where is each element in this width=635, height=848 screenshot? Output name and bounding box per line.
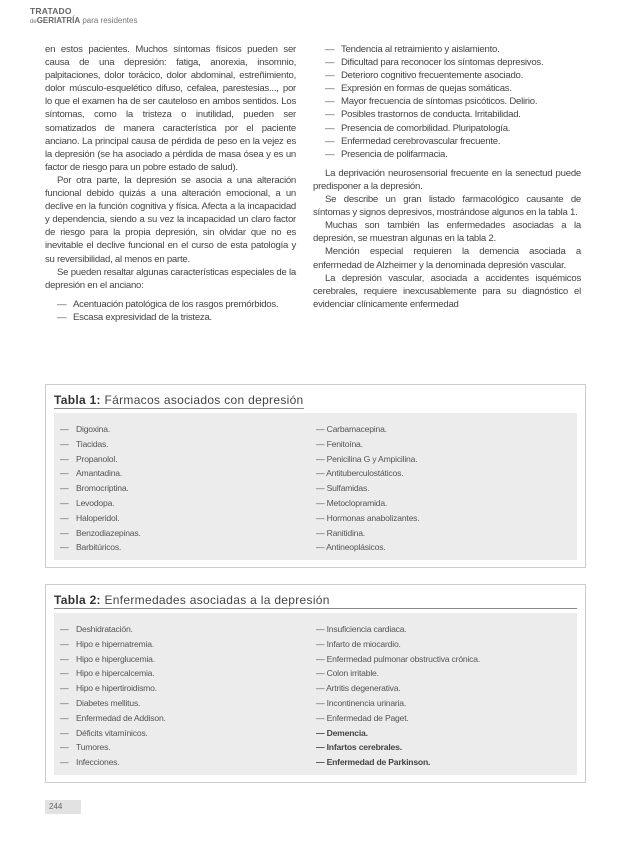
paragraph: Se describe un gran listado farmacológico causante de síntomas y signos depresivos, mostrándose algunos en la tabla 1. (313, 194, 581, 219)
table-item: — Antituberculostáticos. (316, 466, 419, 481)
table-item: — Barbitúricos. (54, 540, 316, 555)
table-item: — Infecciones. (54, 755, 316, 770)
paragraph: Por otra parte, la depresión se asocia a una alteración funcional debido quizás a una alteración emocional, a un declive en la función cognitiva y física. Afecta a la incapacidad y dependencia, siendo a su vez la incapacidad un claro factor de riesgo para la propia depresión, sin olvidar que no es inevitable el declive funcional en el curso de esta patología y su reversibilidad, al menos en parte. (45, 174, 296, 265)
table-label: Tabla 1: (54, 393, 101, 407)
table-item: — Deshidratación. (54, 622, 316, 637)
table-item: — Insuficiencia cardiaca. (316, 622, 480, 637)
table-item: — Antineoplásicos. (316, 540, 419, 555)
table-item: — Sulfamidas. (316, 481, 419, 496)
table-title (54, 593, 577, 609)
list-item: — Mayor frecuencia de síntomas psicóticos. Delirio. (313, 95, 581, 108)
table-item: — Benzodiazepinas. (54, 526, 316, 541)
paragraph: en estos pacientes. Muchos síntomas físicos pueden ser causa de una depresión: fatiga, anorexia, insomnio, palpitaciones, dolor torácico, dolor abdominal, estreñimiento, dolor músculo-esquelético difuso, cefalea, parestesias..., por lo que el examen ha de ser cauteloso en ambos sentidos. Los síntomas, como la tristeza o inutilidad, pueden ser somatizados de manera característica por el paciente anciano. La principal causa de pérdida de peso en la vejez es la depresión (se ha asociado a pérdida de masa ósea y es un factor de riesgo para un pobre estado de salud). (45, 44, 296, 173)
table-item: — Hipo e hipercalcemia. (54, 666, 316, 681)
header-subtitle-rest: para residentes (80, 16, 138, 25)
table-body (54, 413, 577, 560)
header-subtitle-de: de (30, 19, 37, 25)
header-subtitle (30, 16, 137, 27)
table-item: — Hipo e hipernatremia. (54, 637, 316, 652)
table-item: — Enfermedad de Paget. (316, 711, 480, 726)
table-item: — Propanolol. (54, 452, 316, 467)
header-subtitle-main: GERIATRÍA (36, 16, 81, 25)
page-number: 244 (45, 800, 81, 814)
table-item: — Penicilina G y Ampicilina. (316, 452, 419, 467)
characteristics-list-continued (313, 43, 581, 161)
table-column-left (54, 622, 316, 770)
table-item: — Déficits vitamínicos. (54, 726, 316, 741)
paragraph: Mención especial requieren la demencia asociada a enfermedad de Alzheimer y la denominada depresión vascular. (313, 246, 581, 271)
table-item: — Enfermedad pulmonar obstructiva crónica. (316, 652, 480, 667)
table-item: — Incontinencia urinaria. (316, 696, 480, 711)
table-item: — Tiacidas. (54, 437, 316, 452)
table-caption: Fármacos asociados con depresión (100, 393, 304, 407)
table-title (54, 393, 304, 409)
table-item: — Diabetes mellitus. (54, 696, 316, 711)
list-item: — Escasa expresividad de la tristeza. (45, 311, 296, 324)
table-item: — Ranitidina. (316, 526, 419, 541)
paragraph: La deprivación neurosensorial frecuente en la senectud puede predisponer a la depresión. (313, 167, 581, 192)
table-caption: Enfermedades asociadas a la depresión (100, 593, 330, 607)
table-item: — Amantadina. (54, 466, 316, 481)
table-item: — Enfermedad de Parkinson. (316, 755, 480, 770)
table-item: — Enfermedad de Addison. (54, 711, 316, 726)
table-1-drugs (45, 384, 586, 568)
table-column-left (54, 422, 316, 555)
paragraph: La depresión vascular, asociada a accidentes isquémicos cerebrales, requiere inexcusablemente para su diagnóstico el evidenciar clínicamente enfermedad (313, 272, 581, 310)
list-item: — Dificultad para reconocer los síntomas depresivos. (313, 56, 581, 69)
list-item: — Posibles trastornos de conducta. Irritabilidad. (313, 108, 581, 121)
table-item: — Colon irritable. (316, 666, 480, 681)
characteristics-list (45, 298, 296, 324)
table-item: — Infarto de miocardio. (316, 637, 480, 652)
list-item: — Tendencia al retraimiento y aislamiento. (313, 43, 581, 56)
table-column-right (316, 422, 419, 555)
paragraph: Se pueden resaltar algunas características especiales de la depresión en el anciano: (45, 266, 296, 291)
table-item: — Fenitoína. (316, 437, 419, 452)
table-item: — Metoclopramida. (316, 496, 419, 511)
list-item: — Acentuación patológica de los rasgos premórbidos. (45, 298, 296, 311)
right-column (313, 43, 581, 311)
table-label: Tabla 2: (54, 593, 101, 607)
paragraph: Muchas son también las enfermedades asociadas a la depresión, se muestran algunas en la tabla 2. (313, 220, 581, 245)
table-item: — Demencia. (316, 726, 480, 741)
running-header (30, 6, 137, 27)
table-column-right (316, 622, 480, 770)
list-item: — Presencia de comorbilidad. Pluripatología. (313, 122, 581, 135)
table-item: — Haloperidol. (54, 511, 316, 526)
table-2-diseases (45, 584, 586, 783)
header-title: TRATADO (30, 6, 72, 16)
table-item: — Tumores. (54, 740, 316, 755)
list-item: — Deterioro cognitivo frecuentemente asociado. (313, 69, 581, 82)
table-item: — Hipo e hipertiroidismo. (54, 681, 316, 696)
table-body (54, 613, 577, 775)
left-column (45, 43, 296, 330)
list-item: — Presencia de polifarmacia. (313, 148, 581, 161)
table-item: — Digoxina. (54, 422, 316, 437)
table-item: — Infartos cerebrales. (316, 740, 480, 755)
table-item: — Carbamacepina. (316, 422, 419, 437)
list-item: — Enfermedad cerebrovascular frecuente. (313, 135, 581, 148)
table-item: — Bromocriptina. (54, 481, 316, 496)
list-item: — Expresión en formas de quejas somáticas. (313, 82, 581, 95)
table-item: — Levodopa. (54, 496, 316, 511)
table-item: — Hormonas anabolizantes. (316, 511, 419, 526)
table-item: — Hipo e hiperglucemia. (54, 652, 316, 667)
table-item: — Artritis degenerativa. (316, 681, 480, 696)
